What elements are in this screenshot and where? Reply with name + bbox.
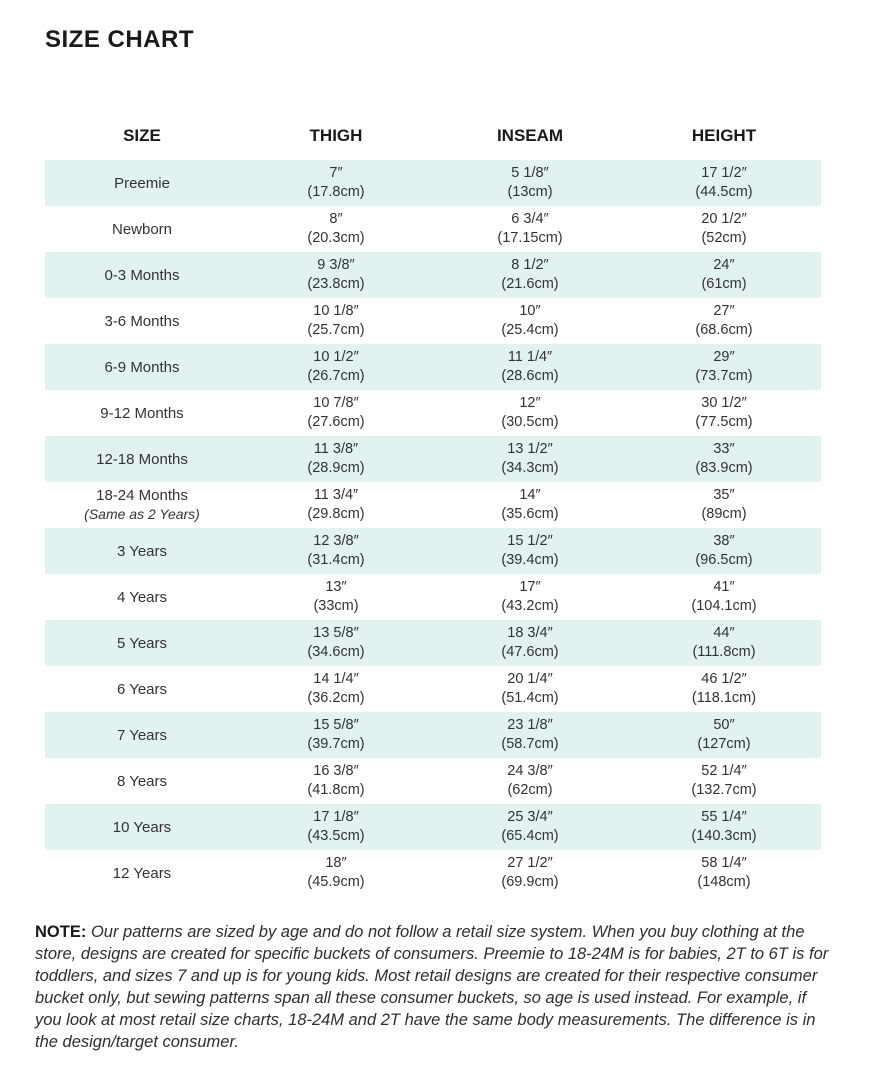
height-inches: 35″ [713, 487, 735, 503]
height-cm: (61cm) [701, 276, 747, 292]
note-text: Our patterns are sized by age and do not follow a retail size system. When you buy clothing at the store, designs are created for specific buckets of consumers. Preemie to 18-24M is for babies, 2T to 6T is for toddlers, and sizes 7 and up is for young kids. Most retail designs are created for their respective consumer bucket only, but sewing patterns span all these consumer buckets, so age is used instead. For example, if you look at most retail size charts, 18-24M and 2T have the same body measurements. The difference is in the design/target consumer. [35, 923, 829, 1051]
table-row [45, 666, 821, 712]
thigh-cm: (28.9cm) [307, 460, 365, 476]
height-cm: (68.6cm) [695, 322, 753, 338]
inseam-inches: 8 1/2″ [511, 257, 549, 273]
size-label: 4 Years [116, 588, 168, 606]
inseam-cm: (30.5cm) [501, 414, 559, 430]
height-inches: 17 1/2″ [701, 165, 747, 181]
inseam-cell [433, 854, 627, 892]
height-cell [627, 164, 821, 202]
size-label: 5 Years [116, 634, 168, 652]
height-cm: (73.7cm) [695, 368, 753, 384]
height-cell [627, 210, 821, 248]
thigh-cm: (25.7cm) [307, 322, 365, 338]
inseam-cm: (65.4cm) [501, 828, 559, 844]
header-size: SIZE [123, 126, 161, 145]
height-cell [627, 762, 821, 800]
inseam-inches: 14″ [519, 487, 541, 503]
size-label: 12-18 Months [96, 450, 188, 468]
height-cell [627, 670, 821, 708]
size-label: 10 Years [112, 818, 172, 836]
inseam-inches: 20 1/4″ [507, 671, 553, 687]
height-cm: (132.7cm) [691, 782, 757, 798]
inseam-cm: (28.6cm) [501, 368, 559, 384]
inseam-cell [433, 532, 627, 570]
height-inches: 55 1/4″ [701, 809, 747, 825]
height-cm: (96.5cm) [695, 552, 753, 568]
thigh-cell [239, 578, 433, 616]
height-cm: (83.9cm) [695, 460, 753, 476]
size-label: 12 Years [112, 864, 172, 882]
size-cell [45, 486, 239, 524]
size-label: Preemie [114, 174, 170, 192]
thigh-cell [239, 670, 433, 708]
height-inches: 20 1/2″ [701, 211, 747, 227]
height-cell [627, 486, 821, 524]
size-label: 0-3 Months [104, 266, 180, 284]
height-inches: 33″ [713, 441, 735, 457]
size-label: 3-6 Months [104, 312, 180, 330]
thigh-cm: (33cm) [313, 598, 359, 614]
thigh-cm: (27.6cm) [307, 414, 365, 430]
height-inches: 38″ [713, 533, 735, 549]
header-thigh: THIGH [309, 126, 363, 145]
size-cell [45, 220, 239, 239]
thigh-inches: 11 3/4″ [313, 487, 359, 503]
height-inches: 46 1/2″ [701, 671, 747, 687]
inseam-cm: (43.2cm) [501, 598, 559, 614]
thigh-cm: (29.8cm) [307, 506, 365, 522]
thigh-cm: (23.8cm) [307, 276, 365, 292]
height-inches: 58 1/4″ [701, 855, 747, 871]
inseam-inches: 23 1/8″ [507, 717, 553, 733]
inseam-cm: (35.6cm) [501, 506, 559, 522]
height-inches: 29″ [713, 349, 735, 365]
inseam-cell [433, 348, 627, 386]
height-inches: 52 1/4″ [701, 763, 747, 779]
thigh-cell [239, 394, 433, 432]
height-cell [627, 716, 821, 754]
size-label: 6-9 Months [104, 358, 180, 376]
size-cell [45, 542, 239, 561]
thigh-inches: 14 1/4″ [313, 671, 359, 687]
height-cm: (104.1cm) [691, 598, 757, 614]
inseam-inches: 17″ [519, 579, 541, 595]
thigh-inches: 18″ [325, 855, 347, 871]
size-note: (Same as 2 Years) [84, 506, 200, 522]
thigh-inches: 10 1/2″ [313, 349, 359, 365]
table-header [45, 124, 821, 148]
inseam-cell [433, 440, 627, 478]
size-label: 7 Years [116, 726, 168, 744]
thigh-cm: (34.6cm) [307, 644, 365, 660]
inseam-cm: (21.6cm) [501, 276, 559, 292]
table-row [45, 482, 821, 528]
thigh-cell [239, 164, 433, 202]
inseam-inches: 13 1/2″ [507, 441, 553, 457]
note-paragraph [35, 921, 835, 1053]
thigh-cell [239, 532, 433, 570]
thigh-cell [239, 808, 433, 846]
inseam-inches: 15 1/2″ [507, 533, 553, 549]
thigh-inches: 17 1/8″ [313, 809, 359, 825]
height-inches: 27″ [713, 303, 735, 319]
inseam-cm: (34.3cm) [501, 460, 559, 476]
height-cell [627, 256, 821, 294]
thigh-cell [239, 762, 433, 800]
height-cm: (127cm) [697, 736, 751, 752]
thigh-cell [239, 486, 433, 524]
height-cm: (140.3cm) [691, 828, 757, 844]
height-cm: (77.5cm) [695, 414, 753, 430]
inseam-cm: (69.9cm) [501, 874, 559, 890]
thigh-inches: 15 5/8″ [313, 717, 359, 733]
size-label: 3 Years [116, 542, 168, 560]
thigh-inches: 10 1/8″ [313, 303, 359, 319]
thigh-cm: (45.9cm) [307, 874, 365, 890]
thigh-cell [239, 348, 433, 386]
height-inches: 50″ [713, 717, 735, 733]
size-cell [45, 772, 239, 791]
table-row [45, 804, 821, 850]
thigh-cm: (26.7cm) [307, 368, 365, 384]
size-cell [45, 266, 239, 285]
size-label: 8 Years [116, 772, 168, 790]
inseam-cm: (47.6cm) [501, 644, 559, 660]
height-cell [627, 348, 821, 386]
height-cm: (148cm) [697, 874, 751, 890]
thigh-inches: 12 3/8″ [313, 533, 359, 549]
height-cm: (44.5cm) [695, 184, 753, 200]
table-row [45, 712, 821, 758]
inseam-cm: (62cm) [507, 782, 553, 798]
thigh-cell [239, 716, 433, 754]
inseam-inches: 12″ [519, 395, 541, 411]
height-cell [627, 854, 821, 892]
height-cell [627, 302, 821, 340]
thigh-inches: 9 3/8″ [317, 257, 355, 273]
thigh-cell [239, 854, 433, 892]
inseam-cm: (13cm) [507, 184, 553, 200]
height-inches: 41″ [713, 579, 735, 595]
thigh-cell [239, 624, 433, 662]
thigh-cell [239, 302, 433, 340]
height-cm: (89cm) [701, 506, 747, 522]
table-row [45, 390, 821, 436]
page-title: SIZE CHART [45, 26, 194, 53]
table-row [45, 160, 821, 206]
table-row [45, 436, 821, 482]
size-cell [45, 726, 239, 745]
inseam-cell [433, 578, 627, 616]
inseam-inches: 18 3/4″ [507, 625, 553, 641]
thigh-cm: (31.4cm) [307, 552, 365, 568]
size-cell [45, 312, 239, 331]
size-label: 18-24 Months [96, 487, 188, 504]
table-row [45, 574, 821, 620]
size-cell [45, 404, 239, 423]
height-cell [627, 532, 821, 570]
size-label: 9-12 Months [100, 404, 184, 422]
inseam-inches: 6 3/4″ [511, 211, 549, 227]
inseam-cm: (17.15cm) [497, 230, 563, 246]
height-cm: (111.8cm) [692, 644, 756, 660]
inseam-inches: 10″ [519, 303, 541, 319]
size-cell [45, 358, 239, 377]
height-inches: 24″ [713, 257, 735, 273]
table-row [45, 206, 821, 252]
thigh-cell [239, 210, 433, 248]
table-row [45, 252, 821, 298]
table-row [45, 758, 821, 804]
inseam-cell [433, 486, 627, 524]
thigh-cm: (41.8cm) [307, 782, 365, 798]
height-cell [627, 440, 821, 478]
height-inches: 44″ [713, 625, 735, 641]
inseam-cell [433, 670, 627, 708]
inseam-cell [433, 302, 627, 340]
inseam-inches: 11 1/4″ [507, 349, 553, 365]
thigh-cell [239, 440, 433, 478]
height-cell [627, 624, 821, 662]
size-table [45, 160, 821, 896]
thigh-cm: (36.2cm) [307, 690, 365, 706]
header-height: HEIGHT [691, 126, 757, 145]
size-cell [45, 864, 239, 883]
thigh-inches: 8″ [329, 211, 343, 227]
size-label: Newborn [111, 220, 173, 238]
thigh-cm: (39.7cm) [307, 736, 365, 752]
table-row [45, 344, 821, 390]
size-cell [45, 174, 239, 193]
note-label: NOTE: [35, 923, 87, 941]
height-cell [627, 394, 821, 432]
thigh-cm: (20.3cm) [307, 230, 365, 246]
inseam-inches: 27 1/2″ [507, 855, 553, 871]
thigh-cm: (17.8cm) [307, 184, 365, 200]
inseam-cell [433, 624, 627, 662]
thigh-cell [239, 256, 433, 294]
inseam-cm: (25.4cm) [501, 322, 559, 338]
size-cell [45, 588, 239, 607]
inseam-cell [433, 716, 627, 754]
inseam-cm: (58.7cm) [501, 736, 559, 752]
thigh-inches: 10 7/8″ [313, 395, 359, 411]
inseam-inches: 24 3/8″ [507, 763, 553, 779]
table-row [45, 620, 821, 666]
thigh-inches: 11 3/8″ [313, 441, 359, 457]
inseam-cell [433, 164, 627, 202]
inseam-cm: (51.4cm) [501, 690, 559, 706]
height-cm: (52cm) [701, 230, 747, 246]
inseam-inches: 25 3/4″ [507, 809, 553, 825]
size-cell [45, 634, 239, 653]
thigh-inches: 16 3/8″ [313, 763, 359, 779]
height-cell [627, 808, 821, 846]
inseam-cell [433, 210, 627, 248]
height-cm: (118.1cm) [691, 690, 757, 706]
thigh-inches: 13 5/8″ [313, 625, 359, 641]
inseam-cell [433, 808, 627, 846]
inseam-cell [433, 762, 627, 800]
height-inches: 30 1/2″ [701, 395, 747, 411]
size-label: 6 Years [116, 680, 168, 698]
header-inseam: INSEAM [496, 126, 564, 145]
size-cell [45, 450, 239, 469]
height-cell [627, 578, 821, 616]
table-row [45, 298, 821, 344]
table-row [45, 850, 821, 896]
inseam-cell [433, 256, 627, 294]
thigh-inches: 7″ [329, 165, 343, 181]
table-row [45, 528, 821, 574]
size-cell [45, 680, 239, 699]
inseam-cm: (39.4cm) [501, 552, 559, 568]
thigh-cm: (43.5cm) [307, 828, 365, 844]
inseam-cell [433, 394, 627, 432]
inseam-inches: 5 1/8″ [511, 165, 549, 181]
size-cell [45, 818, 239, 837]
thigh-inches: 13″ [325, 579, 347, 595]
